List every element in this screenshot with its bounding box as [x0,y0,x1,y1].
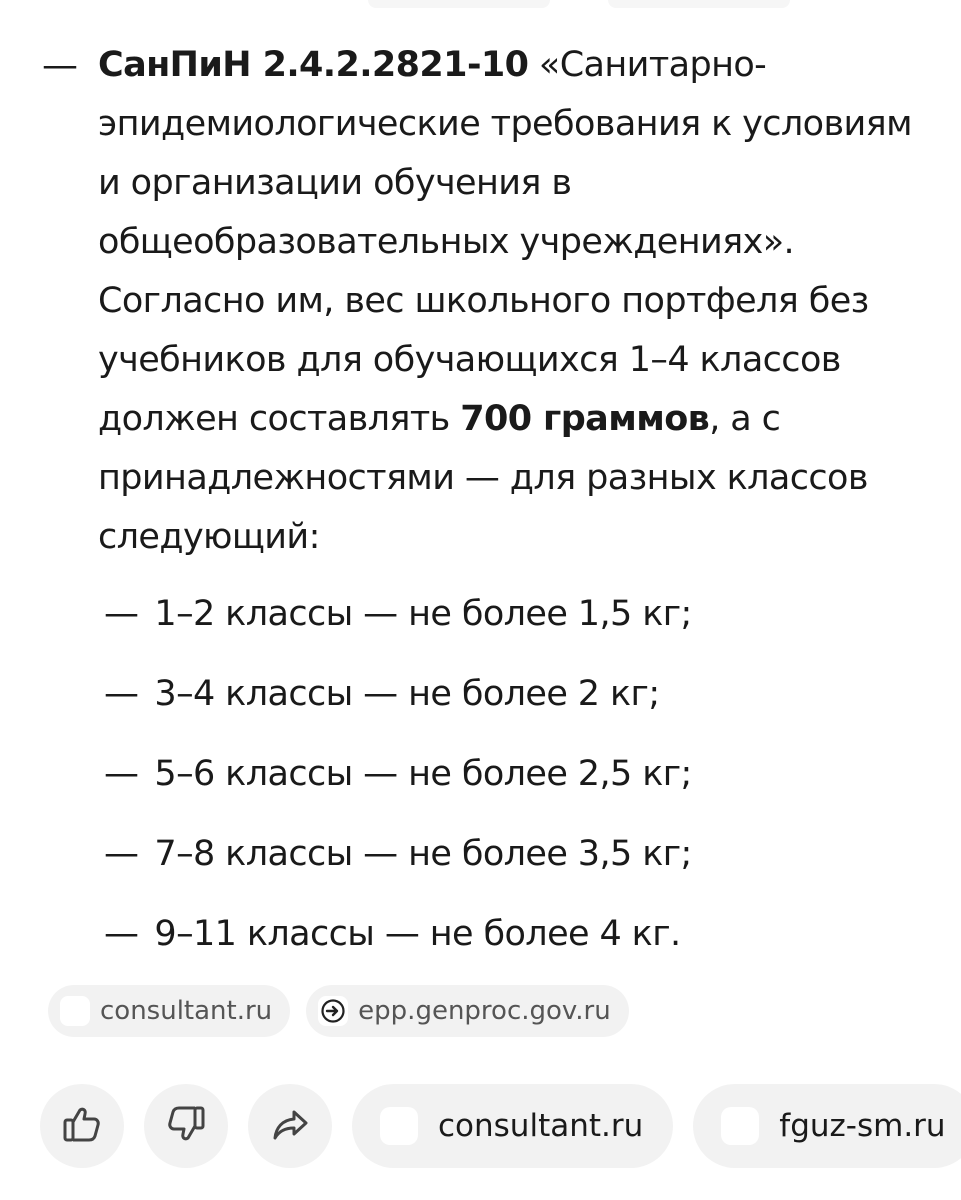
answer-actions-bar [40,1084,961,1168]
list-item: — 3–4 классы — не более 2 кг; [104,674,660,714]
answer-paragraph [98,36,938,567]
thumbs-up-icon [60,1102,104,1150]
bottom-source-label: fguz-sm.ru [779,1108,946,1144]
list-item: — 5–6 классы — не более 2,5 кг; [104,754,692,794]
inline-sources [48,985,629,1037]
weight-limits-list [104,574,904,974]
thumbs-down-icon [164,1102,208,1150]
source-chip-label: epp.genproc.gov.ru [358,996,611,1026]
paragraph-tail: , а с принадлежностями — для разных классов следующий: [98,399,868,557]
list-item: — 7–8 классы — не более 3,5 кг; [104,834,692,874]
source-chip-genproc[interactable] [306,985,629,1037]
top-card-edge-right [608,0,790,8]
consultant-favicon-icon [380,1107,418,1145]
sanpin-title: СанПиН 2.4.2.2821-10 [98,45,529,85]
source-chip-consultant[interactable] [48,985,290,1037]
fguz-favicon-icon [721,1107,759,1145]
genproc-favicon-icon [318,996,348,1026]
list-dash: — [42,45,78,86]
consultant-favicon-icon [60,996,90,1026]
sanpin-description: «Санитарно-эпидемиологические требования к условиям и организации обучения в общеобразовательных учреждениях». Согласно им, вес школьного портфеля без учебников для обучающихся 1–4 классов должен составлять [98,45,912,439]
list-item: — 9–11 классы — не более 4 кг. [104,914,681,954]
bottom-source-consultant[interactable] [352,1084,673,1168]
list-item: — 1–2 классы — не более 1,5 кг; [104,594,692,634]
top-card-edge-left [368,0,550,8]
share-button[interactable] [248,1084,332,1168]
weight-highlight: 700 граммов [460,399,710,439]
bottom-source-fguz[interactable] [693,1084,961,1168]
source-chip-label: consultant.ru [100,996,273,1026]
like-button[interactable] [40,1084,124,1168]
share-arrow-icon [268,1102,312,1150]
dislike-button[interactable] [144,1084,228,1168]
bottom-source-label: consultant.ru [438,1108,644,1144]
